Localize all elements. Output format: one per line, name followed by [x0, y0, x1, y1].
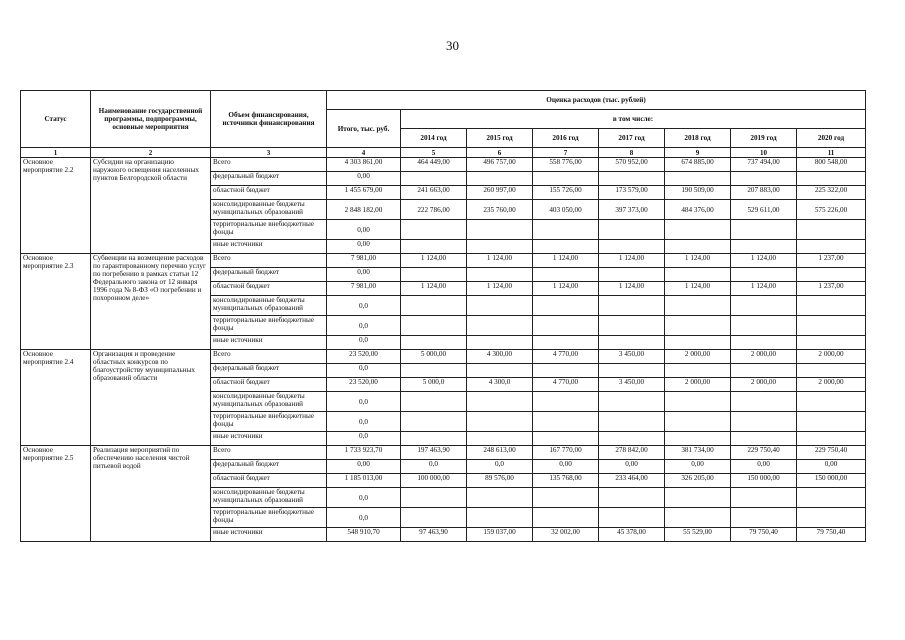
- funding-source-cell: федеральный бюджет: [211, 268, 327, 282]
- year-value-cell: 464 449,00: [401, 158, 467, 172]
- total-cell: 23 520,00: [327, 350, 401, 364]
- year-value-cell: 2 000,00: [797, 350, 866, 364]
- year-value-cell: 2 000,00: [797, 378, 866, 392]
- year-value-cell: [533, 364, 599, 378]
- col-number: 4: [327, 148, 401, 158]
- year-value-cell: [797, 172, 866, 186]
- year-value-cell: [533, 268, 599, 282]
- year-value-cell: 225 322,00: [797, 186, 866, 200]
- table-row: [21, 254, 866, 268]
- year-value-cell: [401, 268, 467, 282]
- year-value-cell: [467, 432, 533, 446]
- year-value-cell: 89 576,00: [467, 474, 533, 488]
- year-value-cell: 0,00: [665, 460, 731, 474]
- year-value-cell: [467, 268, 533, 282]
- table-row: [21, 158, 866, 172]
- total-cell: 0,00: [327, 240, 401, 254]
- funding-source-cell: территориальные внебюджетные фонды: [211, 412, 327, 432]
- total-cell: 1 733 923,70: [327, 446, 401, 460]
- year-value-cell: [401, 316, 467, 336]
- year-value-cell: 207 883,00: [731, 186, 797, 200]
- total-cell: 0,0: [327, 296, 401, 316]
- table-row: [21, 350, 866, 364]
- year-value-cell: [665, 508, 731, 528]
- year-value-cell: 397 373,00: [599, 200, 665, 220]
- funding-source-cell: федеральный бюджет: [211, 172, 327, 186]
- year-value-cell: 1 237,00: [797, 282, 866, 296]
- year-value-cell: 2 000,00: [731, 378, 797, 392]
- funding-source-cell: федеральный бюджет: [211, 460, 327, 474]
- year-value-cell: [401, 508, 467, 528]
- year-value-cell: [665, 240, 731, 254]
- year-value-cell: [665, 412, 731, 432]
- year-value-cell: [467, 240, 533, 254]
- year-value-cell: 1 124,00: [401, 282, 467, 296]
- year-value-cell: 4 770,00: [533, 350, 599, 364]
- year-value-cell: [533, 412, 599, 432]
- year-value-cell: [797, 432, 866, 446]
- year-value-cell: [401, 172, 467, 186]
- year-value-cell: [533, 316, 599, 336]
- header-status: Статус: [21, 91, 91, 148]
- total-cell: 1 185 013,00: [327, 474, 401, 488]
- header-year: 2020 год: [797, 129, 866, 148]
- year-value-cell: [731, 220, 797, 240]
- year-value-cell: 0,00: [599, 460, 665, 474]
- year-value-cell: 0,0: [467, 460, 533, 474]
- funding-source-cell: иные источники: [211, 336, 327, 350]
- year-value-cell: 1 124,00: [533, 282, 599, 296]
- total-cell: 0,00: [327, 460, 401, 474]
- year-value-cell: [599, 412, 665, 432]
- total-cell: 0,0: [327, 508, 401, 528]
- header-year: 2015 год: [467, 129, 533, 148]
- status-cell: Основное мероприятие 2.2: [21, 158, 91, 254]
- year-value-cell: 159 037,00: [467, 528, 533, 542]
- funding-source-cell: Всего: [211, 350, 327, 364]
- year-value-cell: [533, 172, 599, 186]
- header-year: 2017 год: [599, 129, 665, 148]
- year-value-cell: [467, 220, 533, 240]
- header-including: в том числе:: [401, 110, 866, 129]
- year-value-cell: 1 124,00: [599, 282, 665, 296]
- year-value-cell: 79 750,40: [797, 528, 866, 542]
- year-value-cell: [599, 296, 665, 316]
- year-value-cell: [599, 240, 665, 254]
- year-value-cell: [797, 220, 866, 240]
- col-number: 6: [467, 148, 533, 158]
- year-value-cell: [665, 296, 731, 316]
- total-cell: 2 848 182,00: [327, 200, 401, 220]
- year-value-cell: [797, 240, 866, 254]
- funding-source-cell: Всего: [211, 158, 327, 172]
- year-value-cell: [401, 392, 467, 412]
- year-value-cell: [401, 488, 467, 508]
- year-value-cell: 4 300,00: [467, 350, 533, 364]
- year-value-cell: [599, 392, 665, 412]
- year-value-cell: 45 378,00: [599, 528, 665, 542]
- year-value-cell: 496 757,00: [467, 158, 533, 172]
- total-cell: 548 910,70: [327, 528, 401, 542]
- header-year: 2016 год: [533, 129, 599, 148]
- year-value-cell: [533, 432, 599, 446]
- funding-source-cell: областной бюджет: [211, 474, 327, 488]
- year-value-cell: [731, 336, 797, 350]
- year-value-cell: [599, 172, 665, 186]
- funding-source-cell: консолидированные бюджеты муниципальных образований: [211, 488, 327, 508]
- year-value-cell: [797, 296, 866, 316]
- year-value-cell: [533, 488, 599, 508]
- total-cell: 0,00: [327, 220, 401, 240]
- year-value-cell: 2 000,00: [731, 350, 797, 364]
- year-value-cell: 150 000,00: [797, 474, 866, 488]
- total-cell: 0,00: [327, 172, 401, 186]
- funding-source-cell: консолидированные бюджеты муниципальных образований: [211, 296, 327, 316]
- program-name-cell: Субвенции на возмещение расходов по гарантированному перечню услуг по погребению в рамках статьи 12 Федерального закона от 12 января 1996 года № 8-ФЗ «О погребении и похоронном деле»: [91, 254, 211, 350]
- year-value-cell: [665, 172, 731, 186]
- year-value-cell: 1 124,00: [731, 254, 797, 268]
- year-value-cell: 235 760,00: [467, 200, 533, 220]
- year-value-cell: 197 463,90: [401, 446, 467, 460]
- year-value-cell: [467, 316, 533, 336]
- year-value-cell: 100 000,00: [401, 474, 467, 488]
- total-cell: 0,00: [327, 268, 401, 282]
- year-value-cell: [599, 488, 665, 508]
- year-value-cell: 229 750,40: [731, 446, 797, 460]
- year-value-cell: [797, 488, 866, 508]
- year-value-cell: [467, 488, 533, 508]
- year-value-cell: [467, 412, 533, 432]
- year-value-cell: 3 450,00: [599, 350, 665, 364]
- header-name: Наименование государственной программы, подпрограммы, основные мероприятия: [91, 91, 211, 148]
- year-value-cell: 2 000,00: [665, 350, 731, 364]
- year-value-cell: [533, 296, 599, 316]
- total-cell: 23 520,00: [327, 378, 401, 392]
- year-value-cell: 575 226,00: [797, 200, 866, 220]
- year-value-cell: [467, 172, 533, 186]
- year-value-cell: 278 842,00: [599, 446, 665, 460]
- table-row: [21, 446, 866, 460]
- col-number: 5: [401, 148, 467, 158]
- col-number: 9: [665, 148, 731, 158]
- year-value-cell: [665, 364, 731, 378]
- funding-source-cell: Всего: [211, 254, 327, 268]
- year-value-cell: 737 494,00: [731, 158, 797, 172]
- year-value-cell: 1 124,00: [665, 282, 731, 296]
- year-value-cell: 570 952,00: [599, 158, 665, 172]
- year-value-cell: [401, 412, 467, 432]
- total-cell: 0,0: [327, 316, 401, 336]
- year-value-cell: 0,00: [533, 460, 599, 474]
- year-value-cell: 150 000,00: [731, 474, 797, 488]
- total-cell: 7 981,00: [327, 254, 401, 268]
- year-value-cell: [665, 488, 731, 508]
- year-value-cell: [599, 268, 665, 282]
- col-number: 10: [731, 148, 797, 158]
- year-value-cell: [731, 412, 797, 432]
- funding-source-cell: Всего: [211, 446, 327, 460]
- year-value-cell: [401, 364, 467, 378]
- year-value-cell: 32 002,00: [533, 528, 599, 542]
- funding-source-cell: областной бюджет: [211, 378, 327, 392]
- funding-source-cell: иные источники: [211, 240, 327, 254]
- year-value-cell: [797, 364, 866, 378]
- year-value-cell: 1 124,00: [467, 254, 533, 268]
- year-value-cell: [599, 220, 665, 240]
- funding-source-cell: иные источники: [211, 432, 327, 446]
- year-value-cell: 0,0: [401, 460, 467, 474]
- year-value-cell: [533, 392, 599, 412]
- year-value-cell: [797, 336, 866, 350]
- year-value-cell: 190 509,00: [665, 186, 731, 200]
- total-cell: 0,0: [327, 364, 401, 378]
- year-value-cell: 1 124,00: [665, 254, 731, 268]
- header-estimate: Оценка расходов (тыс. рублей): [327, 91, 866, 110]
- year-value-cell: [599, 508, 665, 528]
- year-value-cell: [797, 268, 866, 282]
- total-cell: 7 981,00: [327, 282, 401, 296]
- year-value-cell: 5 000,00: [401, 350, 467, 364]
- year-value-cell: 1 124,00: [731, 282, 797, 296]
- year-value-cell: 800 548,00: [797, 158, 866, 172]
- header-source: Объем финансирования, источники финансирования: [211, 91, 327, 148]
- program-name-cell: Организация и проведение областных конкурсов по благоустройству муниципальных образований области: [91, 350, 211, 446]
- year-value-cell: [401, 296, 467, 316]
- year-value-cell: [731, 316, 797, 336]
- total-cell: 0,0: [327, 336, 401, 350]
- year-value-cell: 241 663,00: [401, 186, 467, 200]
- year-value-cell: 97 463,90: [401, 528, 467, 542]
- year-value-cell: [401, 336, 467, 350]
- year-value-cell: [665, 336, 731, 350]
- total-cell: 0,0: [327, 392, 401, 412]
- year-value-cell: 674 885,00: [665, 158, 731, 172]
- year-value-cell: [731, 364, 797, 378]
- year-value-cell: 2 000,00: [665, 378, 731, 392]
- year-value-cell: [731, 508, 797, 528]
- year-value-cell: 222 786,00: [401, 200, 467, 220]
- status-cell: Основное мероприятие 2.3: [21, 254, 91, 350]
- year-value-cell: 1 124,00: [467, 282, 533, 296]
- funding-source-cell: областной бюджет: [211, 282, 327, 296]
- year-value-cell: [467, 508, 533, 528]
- funding-source-cell: областной бюджет: [211, 186, 327, 200]
- year-value-cell: 1 124,00: [401, 254, 467, 268]
- year-value-cell: [731, 432, 797, 446]
- year-value-cell: 233 464,00: [599, 474, 665, 488]
- budget-table: [20, 90, 866, 542]
- col-number: 7: [533, 148, 599, 158]
- year-value-cell: 0,00: [797, 460, 866, 474]
- year-value-cell: [665, 220, 731, 240]
- year-value-cell: [467, 392, 533, 412]
- year-value-cell: [599, 336, 665, 350]
- funding-source-cell: территориальные внебюджетные фонды: [211, 220, 327, 240]
- year-value-cell: 484 376,00: [665, 200, 731, 220]
- header-year: 2018 год: [665, 129, 731, 148]
- year-value-cell: [731, 392, 797, 412]
- total-cell: 0,0: [327, 488, 401, 508]
- year-value-cell: [533, 220, 599, 240]
- page-number: 30: [446, 38, 459, 53]
- year-value-cell: [797, 316, 866, 336]
- year-value-cell: 381 734,00: [665, 446, 731, 460]
- year-value-cell: 55 529,00: [665, 528, 731, 542]
- year-value-cell: [533, 336, 599, 350]
- year-value-cell: [731, 488, 797, 508]
- program-name-cell: Субсидии на организацию наружного освещения населенных пунктов Белгородской области: [91, 158, 211, 254]
- year-value-cell: [599, 364, 665, 378]
- year-value-cell: 135 768,00: [533, 474, 599, 488]
- year-value-cell: 229 750,40: [797, 446, 866, 460]
- year-value-cell: [467, 296, 533, 316]
- year-value-cell: 79 750,40: [731, 528, 797, 542]
- status-cell: Основное мероприятие 2.5: [21, 446, 91, 542]
- year-value-cell: 1 124,00: [533, 254, 599, 268]
- year-value-cell: [467, 364, 533, 378]
- year-value-cell: 326 205,00: [665, 474, 731, 488]
- col-number: 2: [91, 148, 211, 158]
- col-number: 3: [211, 148, 327, 158]
- year-value-cell: 1 237,00: [797, 254, 866, 268]
- year-value-cell: [533, 508, 599, 528]
- funding-source-cell: консолидированные бюджеты муниципальных образований: [211, 200, 327, 220]
- year-value-cell: 1 124,00: [599, 254, 665, 268]
- year-value-cell: 173 579,00: [599, 186, 665, 200]
- year-value-cell: 248 613,00: [467, 446, 533, 460]
- funding-source-cell: федеральный бюджет: [211, 364, 327, 378]
- year-value-cell: 0,00: [731, 460, 797, 474]
- year-value-cell: [797, 392, 866, 412]
- col-number: 1: [21, 148, 91, 158]
- year-value-cell: [467, 336, 533, 350]
- year-value-cell: [599, 316, 665, 336]
- year-value-cell: [401, 240, 467, 254]
- year-value-cell: [533, 240, 599, 254]
- year-value-cell: [401, 220, 467, 240]
- header-year: 2014 год: [401, 129, 467, 148]
- total-cell: 0,0: [327, 412, 401, 432]
- year-value-cell: [731, 268, 797, 282]
- funding-source-cell: иные источники: [211, 528, 327, 542]
- header-total: Итого, тыс. руб.: [327, 110, 401, 148]
- funding-source-cell: территориальные внебюджетные фонды: [211, 508, 327, 528]
- year-value-cell: [401, 432, 467, 446]
- year-value-cell: [665, 392, 731, 412]
- year-value-cell: [665, 316, 731, 336]
- total-cell: 1 455 679,00: [327, 186, 401, 200]
- year-value-cell: [797, 412, 866, 432]
- status-cell: Основное мероприятие 2.4: [21, 350, 91, 446]
- year-value-cell: 4 770,00: [533, 378, 599, 392]
- year-value-cell: [731, 172, 797, 186]
- col-number: 8: [599, 148, 665, 158]
- funding-source-cell: консолидированные бюджеты муниципальных образований: [211, 392, 327, 412]
- year-value-cell: [599, 432, 665, 446]
- col-number: 11: [797, 148, 866, 158]
- year-value-cell: [731, 296, 797, 316]
- total-cell: 0,0: [327, 432, 401, 446]
- year-value-cell: 529 611,00: [731, 200, 797, 220]
- year-value-cell: 558 776,00: [533, 158, 599, 172]
- year-value-cell: 260 997,00: [467, 186, 533, 200]
- program-name-cell: Реализация мероприятий по обеспечению населения чистой питьевой водой: [91, 446, 211, 542]
- year-value-cell: [731, 240, 797, 254]
- year-value-cell: 3 450,00: [599, 378, 665, 392]
- year-value-cell: [797, 508, 866, 528]
- funding-source-cell: территориальные внебюджетные фонды: [211, 316, 327, 336]
- header-year: 2019 год: [731, 129, 797, 148]
- year-value-cell: 155 726,00: [533, 186, 599, 200]
- year-value-cell: 5 000,0: [401, 378, 467, 392]
- total-cell: 4 303 861,00: [327, 158, 401, 172]
- budget-body: [21, 158, 866, 542]
- year-value-cell: [665, 268, 731, 282]
- year-value-cell: 4 300,0: [467, 378, 533, 392]
- year-value-cell: 167 770,00: [533, 446, 599, 460]
- year-value-cell: 403 050,00: [533, 200, 599, 220]
- year-value-cell: [665, 432, 731, 446]
